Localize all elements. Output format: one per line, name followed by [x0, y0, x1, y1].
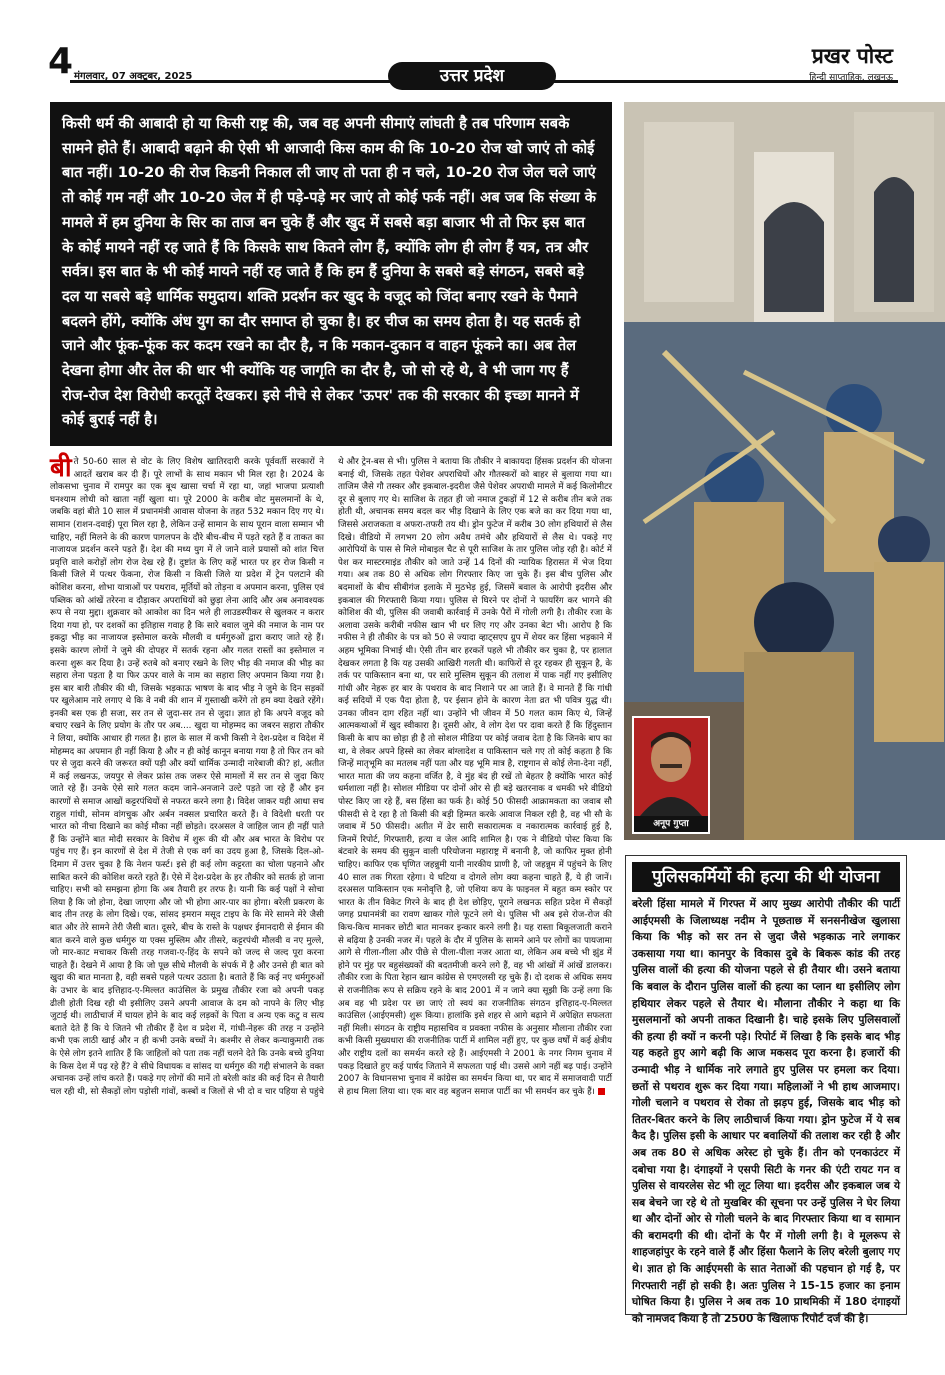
sidebar-body: बरेली हिंसा मामले में गिरफ्त में आए मुख्य आरोपी तौकीर की पार्टी आईएमसी के जिलाध्यक्ष नदीम ने पूछताछ में सनसनीखेज खुलासा किया कि भीड़ को सर तन से जुदा जैसे भड़काऊ नारे लगाकर उकसाया गया था। कानपुर के विकास दुबे के बिकरू कांड की तरह पुलिस वालों की हत्या की योजना पहले से ही तैयार थी। उसने बताया कि बवाल के दौरान पुलिस वालों की हत्या का प्लान था इसीलिए लोग हथियार लेकर पहले से तैयार थे। मौलाना तौकीर ने कहा था कि मुसलमानों को अपनी ताकत दिखानी है। चाहे इसके लिए पुलिसवालों की हत्या ही क्यों न करनी पड़े। रिपोर्ट में लिखा है कि इसके बाद भीड़ यह कहते हुए आगे बढ़ी कि आज मकसद पूरा करना है। हजारों की उन्मादी भीड़ ने धार्मिक नारे लगाते हुए पुलिस पर हमला कर दिया। छतों से पथराव शुरू कर दिया गया। महिलाओं ने भी हाथ आजमाए। गोली चलाने व पथराव से रोका तो झड़प हुई, जिसके बाद भीड़ को तितर-बितर करने के लिए लाठीचार्ज किया गया। ड्रोन फुटेज में ये सब कैद है। पुलिस इसी के आधार पर बवालियों की तलाश कर रही है और अब तक 80 से अधिक अरेस्ट हो चुके हैं। तीन को एनकाउंटर में दबोचा गया है। दंगाइयों ने एसपी सिटी के गनर की एंटी रायट गन व पुलिस से वायरलेस सेट भी लूट लिया था। इदरीस और इकबाल जब ये सब बेचने जा रहे थे तो मुखबिर की सूचना पर उन्हें पुलिस ने घेर लिया था और दोनों ओर से गोली चलने के बाद गिरफ्तार किया था व सामान की बरामदगी की थी। दोनों के पैर में गोली लगी है। वे मूलरूप से शाहजहांपुर के रहने वाले हैं और हिंसा फैलाने के लिए बरेली बुलाए गए थे। ज्ञात हो कि आईएमसी के सात नेताओं की पहचान हो गई है, पर गिरफ्तारी नहीं हो सकी है। अतः पुलिस ने 15-15 हजार का इनाम घोषित किया है। पुलिस ने अब तक 10 प्राथमिकी में 180 दंगाइयों को नामजद किया है तो 2500 के खिलाफ रिपोर्ट दर्ज की है।: [632, 898, 900, 1325]
section-title: उत्तर प्रदेश: [388, 62, 556, 90]
author-photo: [632, 716, 710, 834]
sidebar-heading: पुलिसकर्मियों की हत्या की थी योजना: [632, 862, 900, 892]
newspaper-brand: प्रखर पोस्ट: [811, 43, 893, 68]
page-number: 4: [48, 41, 74, 82]
article-body: [50, 453, 612, 1311]
newspaper-subtitle: हिन्दी साप्ताहिक, लखनऊ: [809, 73, 893, 83]
author-portrait-image: [634, 718, 708, 816]
issue-date: मंगलवार, 07 अक्टूबर, 2025: [74, 71, 193, 82]
drop-cap: बी: [50, 453, 72, 483]
article-text: ते 50-60 साल से वोट के लिए विशेष खातिरदारी करके पूर्ववर्ती सरकारों ने आदतें खराब कर दी हैं। पूरे लाभों के साथ मकान भी मिल रहा है। 2024 के लोकसभा चुनाव में रामपुर का एक बूथ खासा चर्चा में रहा था, जहां भाजपा प्रत्याशी घनश्याम लोधी को खाता नहीं खुला था। पूरे 2000 के करीब वोट मुसलमानों के थे, जबकि वहां बीते 10 साल में प्रधानमंत्री आवास योजना के तहत 532 मकान दिए गए थे। सामान (राशन-दवाई) पूरा मिल रहा है, लेकिन उन्हें सामान के साथ पूरान वाला सम्मान भी चाहिए, नहीं मिलने के की कारण पागलपन के दौरे बीच-बीच में पड़ते रहते हैं व ताकत का नाजायज प्रदर्शन करने पड़ते हैं। देश की मध्य युग में ले जाने वाले प्रयासों को शांत चित्त प्रवृत्ति वाले करोड़ों लोग रोज देख रहे हैं। दुष्टांत के लिए कहें भारत पर हर रोज किसी न किसी जिले में पत्थर फेंकना, रोज किसी न किसी जिले या प्रदेश में ट्रेन पलटाने की कोशिश करना, शोभा यात्राओं पर पथराव, मूर्तियों को तोड़ना व अपमान करना, पुलिस एवं पब्लिक को आंखें तरेरना व दौड़ाकर अपराधियों को छुड़ा लेना आदि और अब अनावश्यक रूप से नया मुद्दा। शुक्रवार को आकोश का दिन भले ही लाउडस्पीकर से खुलकर न करार दिया गया हो, पर दशकों का इतिहास गवाह है कि सारे बवाल जुमे की नमाज के नाम पर इकट्ठा भीड़ का नाजायज इस्तेमाल करके मौलवी व धर्मगुरुओं द्वारा कराए जाते रहे हैं। इसके कारण लोगों ने जुमे की दोपहर में सतर्क रहना और गलत रास्तों का इस्तेमाल न करना शुरू कर दिया है। उन्हें रुतबे को बनाए रखने के लिए भीड़ की नमाज की भीड़ का सहारा लेना पड़ता है या फिर ऊपर वाले के नाम का सहारा लिए अपमान किया गया है। इस बार बारी तौकीर की थी, जिसके भड़काऊ भाषण के बाद भीड़ ने जुमे के दिन सड़कों पर खुलेआम नारे लगाए थे कि वे नबी की शान में गुस्ताखी करेंगे तो हम क्या देखते रहेंगे। इनकी बस एक ही सजा, सर तन से जुदा-सर तन से जुदा। ज्ञात हो कि अपने वजूद को बचाए रखने के लिए प्रयोग के तौर पर अब.... खुदा या मोहम्मद का जबरन सहारा तौकीर ने लिया, क्योंकि आधार ही गलत है। हाल के साल में कभी किसी ने देश-प्रदेश व विदेश में मोहम्मद का अपमान ही नहीं किया है और न ही कोई कानून बनाया गया है तो फिर तन को पर से जुदा करने की जरूरत क्यों पड़ी और क्यों धार्मिक उन्मादी नारेबाजी की? हां, अतीत में कई लखनऊ, जयपुर से लेकर फ्रांस तक जरूर ऐसे मामलों में सर तन से जुदा किए जाते रहे हैं। उनके ऐसे सारे गलत कदम जाने-अनजाने उल्टे पड़ते जा रहे हैं और इन कारणों से समाज आखों कट्टरपंथियों से नफरत करने लगा है। विदेश जाकर यही आधा सच राहुल गांधी, सोनम वांगचुक और अर्बन नक्सल प्रचारित करते हैं। वे विदेशी धरती पर भारत को नीचा दिखाने का कोई मौका नहीं छोड़ते। दरअसल वे जाहिल जान ही नहीं पाते हैं कि उन्होंने बात मोदी सरकार के विरोध में शुरू की थी और अब भारत के विरोध पर पहुंच गए हैं। इन कारणों से देश में तेजी से एक वर्ग का उदय हुआ है, जिसके दिल-ओ-दिमाग में उत्तर चुका है कि नेशन फर्स्ट। इसे ही कई लोग कट्टरता का चोला पहनाने और साबित करने की कोशिश करते रहते हैं। ऐसे में देश-प्रदेश के हर तौकीर को सतर्क हो जाना चाहिए। सभी को समझना होगा कि अब तैयारी हर तरफ है। यानी कि कई पक्षों ने सोचा लिया है कि जो होना, देखा जाएगा और जो भी होगा आर-पार का होगा। बरेली प्रकरण के बाद तीन तरह के लोग दिखे। एक, सांसद इमरान मसूद टाइप के कि मेरे सामने मेरे जैसी बात और तेरे सामने तेरी जैसी बात। दूसरे, बीच के रास्ते के पक्षधर ईमानदारी से ईमान की बात करने वाले कुछ धर्मगुरु या एक्स मुस्लिम और तीसरे, कट्टरपंथी मौलवी व नए मुल्ले, जो मार-काट मचाकर किसी तरह गजवा-ए-हिंद के सपने को जल्द से जल्द पूरा करना चाहते हैं। देखने में आया है कि जो पूछ सीधे मौलवी के संपर्क में है और उनसे ही बात को खुदा की बात मानता है, वही सबसे पहले पत्थर उठाता है। बताते हैं कि कई नए धर्मगुरुओं के उभार के बाद इत्तिहाद-ए-मिल्लत काउंसिल के प्रमुख तौकीर रजा को अपनी पकड़ ढीली होती दिख रही थी इसीलिए उसने अपनी आवाज के दम को नापने के लिए भीड़ जुटाई थी। लाठीचार्ज में घायल होने के बाद कई लड़कों के पिता व अन्य एक कटु व सत्य बताते देते हैं कि ये जितने भी तौकीर हैं देश व प्रदेश में, गांधी-नेहरू की तरह न उन्होंने कभी एक लाठी खाई और न ही कभी उनके बच्चों ने। कश्मीर से लेकर कन्याकुमारी तक के ऐसे लोग इतने शातिर हैं कि जाहिलों को पता तक नहीं चलने देते कि उनके बच्चे दुनिया के किस देश में पढ़ रहे हैं? वे सीधे विधायक व सांसद या धर्मगुरु की गद्दी संभालने के वक्त अचानक उन्हें लांच करते हैं। पकड़े गए लोगों की मानें तो बरेली कांड की कई दिन से तैयारी चल रही थी, सो सैकड़ों लोग पड़ोसी गांवों, कस्बों व जिलों से भी दो व चार पहिया से पहुंचे थे और ट्रेन-बस से भी। पुलिस ने बताया कि तौकीर ने बाकायदा हिंसक प्रदर्शन की योजना बनाई थी, जिसके तहत पेशेवर अपराधियों और गौतस्करों को बाहर से बुलाया गया था। ताजिम जैसे गौ तस्कर और इकबाल-इदरीश जैसे पेशेवर अपराधी मामले में कई किलोमीटर दूर से बुलाए गए थे। साजिश के तहत ही जो नमाज टुकड़ों में 12 से करीब तीन बजे तक होती थी, अचानक समय बदल कर भीड़ दिखाने के लिए एक बजे का कर दिया गया था, जिससे अराजकता व अफरा-तफरी तय थी। ड्रोन फुटेज में करीब 30 लोग हथियारों से लैस दिखे। वीडियो में लगभग 20 लोग अवैध तमंचे और हथियारों से लैस थे। पकड़े गए आरोपियों के पास से मिले मोबाइल चैट से पूरी साजिश के तार पुलिस जोड़ रही है। कोर्ट में पेश कर मास्टरमाइंड तौकीर को जाते उन्हें 14 दिनों की न्यायिक हिरासत में भेज दिया गया। अब तक 80 से अधिक लोग गिरफ्तार किए जा चुके हैं। इस बीच पुलिस और बदमाशों के बीच सीबीगंज इलाके में मुठभेड़ हुई, जिसमें बवाल के आरोपी इदरीस और इकबाल की गिरफ्तारी किया गया। पुलिस से घिरने पर दोनों ने फायरिंग कर भागने की कोशिश की थी, पुलिस की जवाबी कार्रवाई में उनके पैरों में गोली लगी है। तौकीर रजा के अलावा उसके करीबी नफीस खान भी धर लिए गए और उनका बेटा भी। आरोप है कि नफीस ने ही तौकीर के पत्र को 50 से ज्यादा व्हाट्सएप ग्रुप में शेयर कर हिंसा भड़काने में अहम भूमिका निभाई थी। ऐसी तीन बार हरकतें पहले भी तौकीर कर चुका है, पर हालात देखकर लगता है कि यह उसकी आखिरी गलती थी। काफिरों से दूर रहकर ही सुकून है, के तर्क पर पाकिस्तान बना था, पर सारे मुस्लिम सुकून की तलाश में पाक नहीं गए इसीलिए गांधी और नेहरू हर बार के पथराव के बाद निशाने पर आ जाते हैं। वे मानते हैं कि गांधी कई सदियों में एक पैदा होता है, पर ईसान होने के कारण नेता व्रत भी पवित्र युद्ध थी। उनका जीवन दाग रहित नहीं था। उन्होंने भी जीवन में 50 गलत काम किए थे, जिन्हें आत्मकथाओं में खुद स्वीकारा है। दूसरी ओर, वे लोग देश पर दावा करते हैं कि हिंदुस्तान किसी के बाप का छोड़ा ही है तो सोशल मीडिया पर कोई जवाब देता है कि जिनके बाप का था, वे लेकर अपने हिस्से का लेकर बांग्लादेश व पाकिस्तान चले गए तो कोई कहता है कि जिन्हें मातृभूमि का मतलब नहीं पता और यह भूमि मात्र है, राष्ट्रगान से कोई लेना-देना नहीं, भारत माता की जय कहना वर्जित है, वे मुंह बंद ही रखें तो बेहतर है क्योंकि भारत कोई धर्मशाला नहीं है। सोशल मीडिया पर दोनों ओर से ही बड़े खतरनाक व धमकी भरे वीडियो पोस्ट किए जा रहे हैं, बस हिंसा का फर्क है। कोई 50 फीसदी आक्रामकता का जवाब सौ फीसदी से दे रहा है तो किसी की बड़ी हिम्मत करके आवाज निकल रही है, वह भी सौ के जवाब में 50 फीसदी। अतीत में ढेर सारी सकारात्मक व नकारात्मक कार्रवाई हुई है, जिनमें रिपोर्ट, गिरफ्तारी, हत्या व जेल आदि शामिल है। एक ने वीडियो पोस्ट किया कि बंटवारे के समय की सुकून वाली परियोजना महाराष्ट्र में बनानी है, जो काफिर मुक्त होनी चाहिए। काफिर एक घृणित जहन्नुमी यानी नारकीय प्राणी है, जो जहन्नुम में पहुंचने के लिए 40 साल तक गिरता रहेगा। ये घटिया व दोगले लोग क्या कहना चाहते हैं, ये ही जानें। दरअसल पाकिस्तान एक मनोवृत्ति है, जो एशिया कप के फाइनल में बहुत कम स्कोर पर भारत के तीन विकेट गिरने के बाद ही देश छोड़िए, पूराने लखनऊ सहित प्रदेश में सैकड़ों जगह प्रधानमंत्री का रावण खाकर गोले फूटने लगे थे। पुलिस भी अब इसे रोज-रोज की किच-किच मानकर छोटी बात मानकर इन्कार करने लगी है। यह रास्ता बिकूलजाती कराने से बढ़िया है उनकी नजर में। पहले के दौर में पुलिस के सामने आने पर लोगों का पायजामा आगे से गीला-गीला और पीछे से पीला-पीला नजर आता था, लेकिन अब बच्चे भी झुंड में होने पर मुंह पर बहुसंख्यकों की बदतमीजी करने लगे हैं, वह भी आंखों में आंखें डालकर। तौकीर रजा के पिता रेहान खान कांग्रेस से एमएलसी रह चुके हैं। दो दशक से अधिक समय से राजनीतिक रूप से सक्रिय रहने के बाद 2001 में न जाने क्या सूझी कि उन्हें लगा कि अब वह भी प्रदेश पर छा जाएं तो स्वयं का राजनीतिक संगठन इत्तिहाद-ए-मिल्लत काउंसिल (आईएमसी) शुरू किया। हालांकि इसे शहर से आगे बढ़ाने में अपेक्षित सफलता नहीं मिली। संगठन के राष्ट्रीय महासचिव व प्रवक्ता नफीस के अनुसार मौलाना तौकीर रजा कभी किसी मुख्यधारा की राजनीतिक पार्टी में शामिल नहीं हुए, पर कुछ वर्षों में कई क्षेत्रीय और राष्ट्रीय दलों का समर्थन करते रहे हैं। आईएमसी ने 2001 के नगर निगम चुनाव में पकड़ दिखाते हुए कई पार्षद जिताने में सफलता पाई थी। उससे आगे नहीं बढ़ पाई। उन्होंने 2007 के विधानसभा चुनाव में कांग्रेस का समर्थन किया था, पर बाद में समाजवादी पार्टी से हाथ मिला लिया था। एक बार वह बहुजन समाज पार्टी का भी समर्थन कर चुके हैं।: [50, 457, 612, 1097]
pull-quote: किसी धर्म की आबादी हो या किसी राष्ट्र की, जब वह अपनी सीमाएं लांघती है तब परिणाम सबके सामने होते हैं। आबादी बढ़ाने की ऐसी भी आजादी किस काम की कि 10-20 रोज खो जाएं तो कोई बात नहीं। 10-20 की रोज किडनी निकाल ली जाए तो पता ही न चले, 10-20 रोज जेल चले जाएं तो कोई गम नहीं और 10-20 जेल में ही पड़े-पड़े मर जाएं तो कोई फर्क नहीं। अब जब कि संख्या के मामले में हम दुनिया के सिर का ताज बन चुके हैं और खुद में सबसे बड़ा बाजार भी तो फिर इस बात के कोई मायने नहीं रह जाते हैं कि किसके साथ कितने लोग हैं, क्योंकि लोग ही लोग हैं यत्र, तत्र और सर्वत्र। इस बात के भी कोई मायने नहीं रह जाते हैं कि हम हैं दुनिया के सबसे बड़े संगठन, सबसे बड़े दल या सबसे बड़े धार्मिक समुदाय। शक्ति प्रदर्शन कर खुद के वजूद को जिंदा बनाए रखने के पैमाने बदलने होंगे, क्योंकि अंध युग का दौर समाप्त हो चुका है। हर चीज का समय होता है। यह सतर्क हो जाने और फूंक-फूंक कर कदम रखने का दौर है, न कि मकान-दुकान व वाहन फूंकने का। अब तेल देखना होगा और तेल की धार भी क्योंकि यह जागृति का दौर है, जो सो रहे थे, वे भी जाग गए हैं रोज-रोज देश विरोधी करतूतें देखकर। इसे नीचे से लेकर 'ऊपर' तक की सरकार की इच्छा मानने में कोई बुराई नहीं है।: [50, 102, 612, 446]
end-mark-icon: [598, 1088, 605, 1095]
author-name: अनूप गुप्ता: [634, 816, 708, 832]
